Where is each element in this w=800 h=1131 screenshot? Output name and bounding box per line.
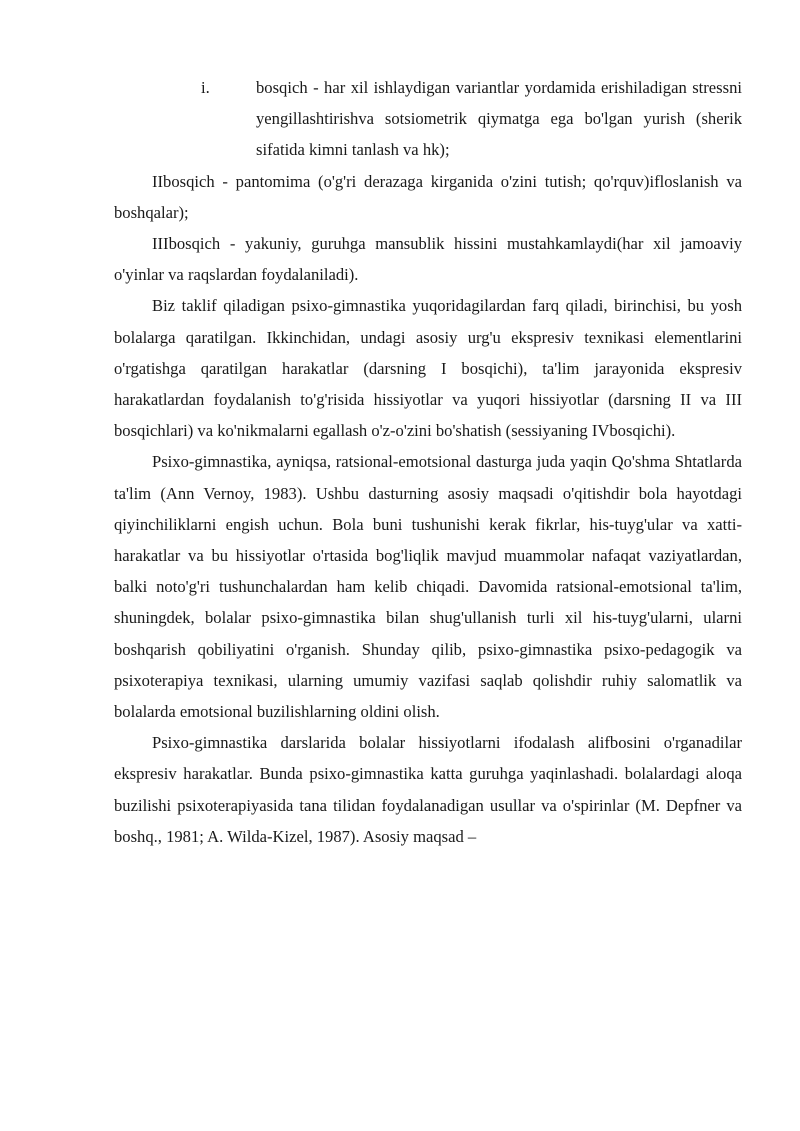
list-item-stage-1: [114, 72, 742, 166]
paragraph-stage-3: IIIbosqich - yakuniy, guruhga mansublik hissini mustahkamlaydi(har xil jamoaviy o'yinlar va raqslardan foydalaniladi).: [114, 234, 742, 285]
list-item-text: bosqich - har xil ishlaydigan variantlar yordamida erishiladigan stressni yengillashtirishva sotsiometrik qiymatga ega bo'lgan yurish (sherik sifatida kimni tanlash va hk);: [256, 78, 742, 160]
list-marker: i.: [201, 78, 210, 97]
paragraph-rational-emotional-program: Psixo-gimnastika, ayniqsa, ratsional-emotsional dasturga juda yaqin Qo'shma Shtatlarda ta'lim (Ann Vernoy, 1983). Ushbu dasturning asosiy maqsadi o'qitishdir bola hayotdagi qiyinchiliklarni engish uchun. Bola buni tushunishi kerak fikrlar, his-tuyg'ular va xatti-harakatlar va bu hissiyotlar o'rtasida bog'liqlik mavjud muammolar nafaqat vaziyatlardan, balki noto'g'ri tushunchalardan ham kelib chiqadi. Davomida ratsional-emotsional ta'lim, shuningdek, bolalar psixo-gimnastika bilan shug'ullanish turli xil his-tuyg'ularni, ularni boshqarish qobiliyatini o'rganish. Shunday qilib, psixo-gimnastika psixo-pedagogik va psixoterapiya texnikasi, ularning umumiy vazifasi saqlab qolishdir ruhiy salomatlik va bolalarda emotsional buzilishlarning oldini olish.: [114, 452, 742, 722]
document-body: [114, 72, 742, 852]
paragraph-psycho-gymnastics-differences: Biz taklif qiladigan psixo-gimnastika yuqoridagilardan farq qiladi, birinchisi, bu yosh bolalarga qaratilgan. Ikkinchidan, undagi asosiy urg'u ekspresiv texnikasi elementlarini o'rgatishga qaratilgan harakatlar (darsning I bosqichi), ta'lim jarayonida ekspresiv harakatlardan foydalanish to'g'risida hissiyotlar va yuqori hissiyotlar (darsning II va III bosqichlari) va ko'nikmalarni egallash o'z-o'zini bo'shatish (sessiyaning IVbosqichi).: [114, 296, 742, 441]
paragraph-stage-2: IIbosqich - pantomima (o'g'ri derazaga kirganida o'zini tutish; qo'rquv)ifloslanish va boshqalar);: [114, 171, 742, 222]
paragraph-expressive-movements: Psixo-gimnastika darslarida bolalar hissiyotlarni ifodalash alifbosini o'rganadilar ekspresiv harakatlar. Bunda psixo-gimnastika katta guruhga yaqinlashadi. bolalardagi aloqa buzilishi psixoterapiyasida tana tilidan foydalanadigan usullar va o'spirinlar (M. Depfner va boshq., 1981; A. Wilda-Kizel, 1987). Asosiy maqsad –: [114, 733, 742, 846]
